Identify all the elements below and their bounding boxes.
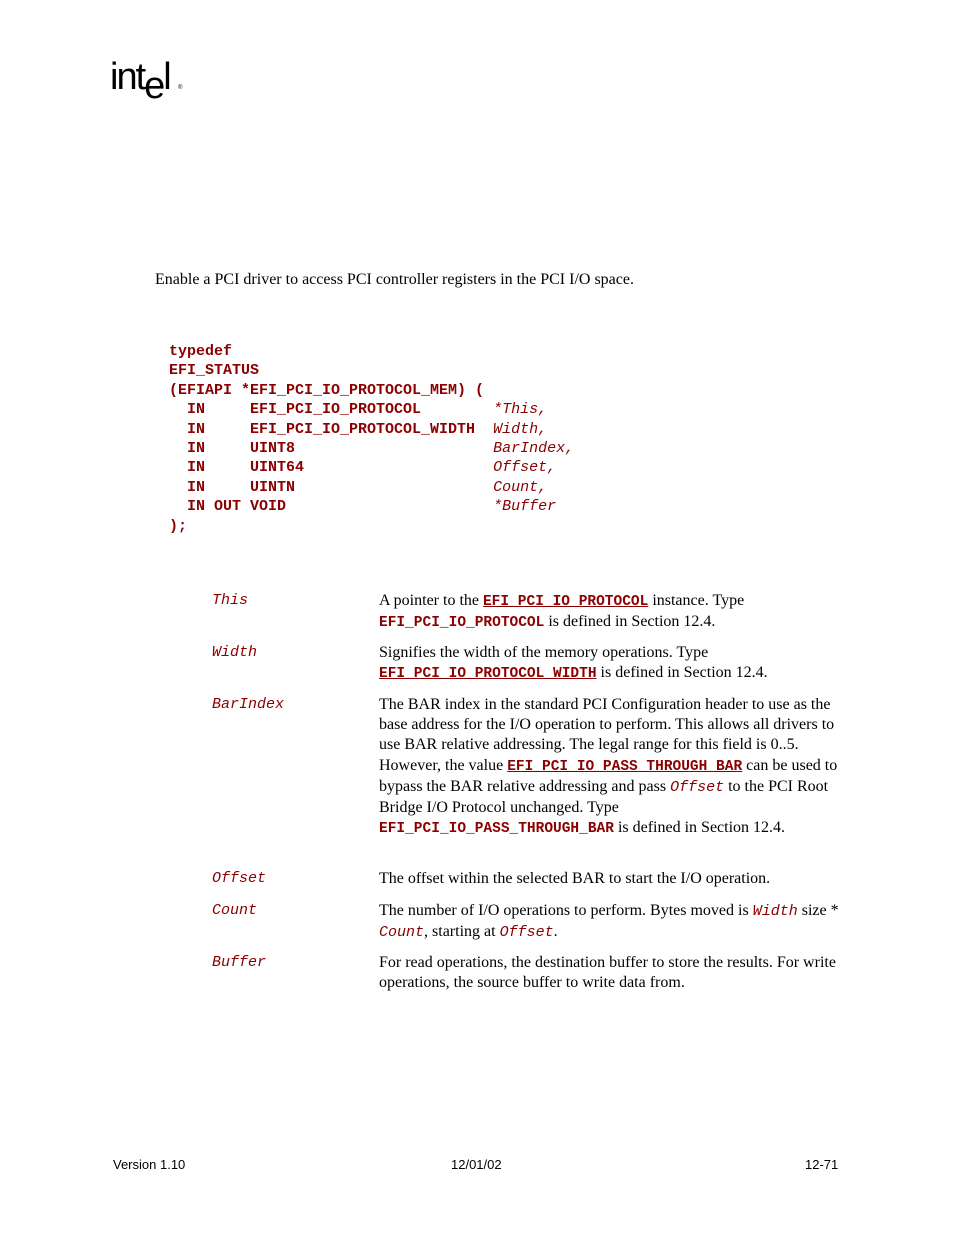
logo-text: int (110, 56, 145, 98)
code-line (169, 478, 574, 497)
desc-text: The BAR index in the standard PCI Configuration header to use as the base address for the I/O operation to perform. This allows all drivers to use BAR relative addressing. The legal range for this field is 0..5. However, the value (379, 696, 835, 774)
logo-text-l: l (163, 56, 170, 98)
prototype-code-block (169, 342, 574, 536)
param-name-barindex: BarIndex (212, 696, 285, 713)
param-name-width: Width (212, 644, 258, 661)
param-desc-this (379, 591, 849, 633)
desc-text: is defined in Section 12.4. (613, 819, 786, 837)
code-keywords: IN UINTN (169, 478, 494, 496)
param-name-buffer: Buffer (212, 954, 267, 971)
code-keywords: IN UINT8 (169, 439, 494, 457)
param-reference: Offset (499, 924, 554, 942)
footer-date: 12/01/02 (451, 1157, 502, 1172)
logo-text-e: e (144, 65, 164, 107)
footer-version: Version 1.10 (113, 1157, 186, 1172)
desc-text: Signifies the width of the memory operations. Type (379, 644, 709, 661)
code-keywords: IN OUT VOID (169, 498, 494, 516)
code-line: (EFIAPI *EFI_PCI_IO_PROTOCOL_MEM) ( (169, 381, 485, 399)
code-keywords: IN UINT64 (169, 459, 494, 477)
desc-text: instance. Type (648, 592, 745, 609)
code-line: typedef (169, 343, 233, 360)
code-argument: Count, (493, 478, 548, 496)
code-line (169, 400, 574, 419)
param-desc-barindex (379, 695, 849, 839)
efi-pci-io-protocol-link[interactable]: EFI_PCI_IO_PROTOCOL (482, 594, 649, 610)
param-reference: Width (752, 903, 798, 920)
code-line (169, 439, 574, 458)
param-desc-offset: The offset within the selected BAR to start the I/O operation. (379, 870, 771, 887)
desc-text: The number of I/O operations to perform. Bytes moved is (379, 902, 753, 919)
param-reference: Count (379, 924, 425, 942)
code-line (169, 420, 574, 439)
code-line (169, 497, 574, 516)
code-argument: *This, (493, 401, 548, 419)
desc-text: , starting at (424, 923, 500, 941)
code-argument: Offset, (493, 459, 557, 477)
desc-text: is defined in Section 12.4. (544, 613, 716, 631)
code-argument: Width, (493, 420, 548, 438)
type-keyword: EFI_PCI_IO_PROTOCOL (379, 615, 545, 632)
code-argument: *Buffer (493, 498, 557, 516)
desc-text: . (553, 923, 558, 941)
footer-page-number: 12-71 (805, 1157, 839, 1172)
code-keywords: IN EFI_PCI_IO_PROTOCOL_WIDTH (169, 420, 494, 438)
intel-logo (110, 56, 183, 107)
code-argument: BarIndex, (493, 439, 575, 457)
code-line: EFI_STATUS (169, 362, 260, 380)
desc-text: A pointer to the (379, 592, 483, 609)
param-name-count: Count (212, 902, 258, 919)
desc-text: to the PCI Root Bridge I/O Protocol unchanged. Type (379, 777, 829, 817)
code-line: ); (169, 517, 188, 535)
param-name-offset: Offset (212, 870, 267, 887)
param-name-this: This (212, 592, 249, 609)
desc-text: can be used to bypass the BAR relative addressing and pass (379, 756, 838, 795)
code-line (169, 458, 574, 477)
desc-text: is defined in Section 12.4. (596, 664, 768, 682)
efi-pci-io-protocol-width-link[interactable]: EFI_PCI_IO_PROTOCOL_WIDTH (379, 666, 597, 683)
efi-pci-io-pass-through-bar-link[interactable]: EFI_PCI_IO_PASS_THROUGH_BAR (507, 758, 743, 775)
logo-registered-mark: ® (178, 85, 183, 91)
summary-text: Enable a PCI driver to access PCI controller registers in the PCI I/O space. (155, 271, 634, 288)
param-reference: Offset (670, 778, 725, 796)
type-keyword: EFI_PCI_IO_PASS_THROUGH_BAR (379, 821, 614, 838)
param-desc-buffer: For read operations, the destination buffer to store the results. For write operations, the source buffer to write data from. (379, 954, 836, 992)
code-keywords: IN EFI_PCI_IO_PROTOCOL (169, 401, 494, 419)
param-desc-count (379, 901, 849, 943)
param-desc-width (379, 643, 849, 684)
desc-text: size * (797, 902, 839, 919)
